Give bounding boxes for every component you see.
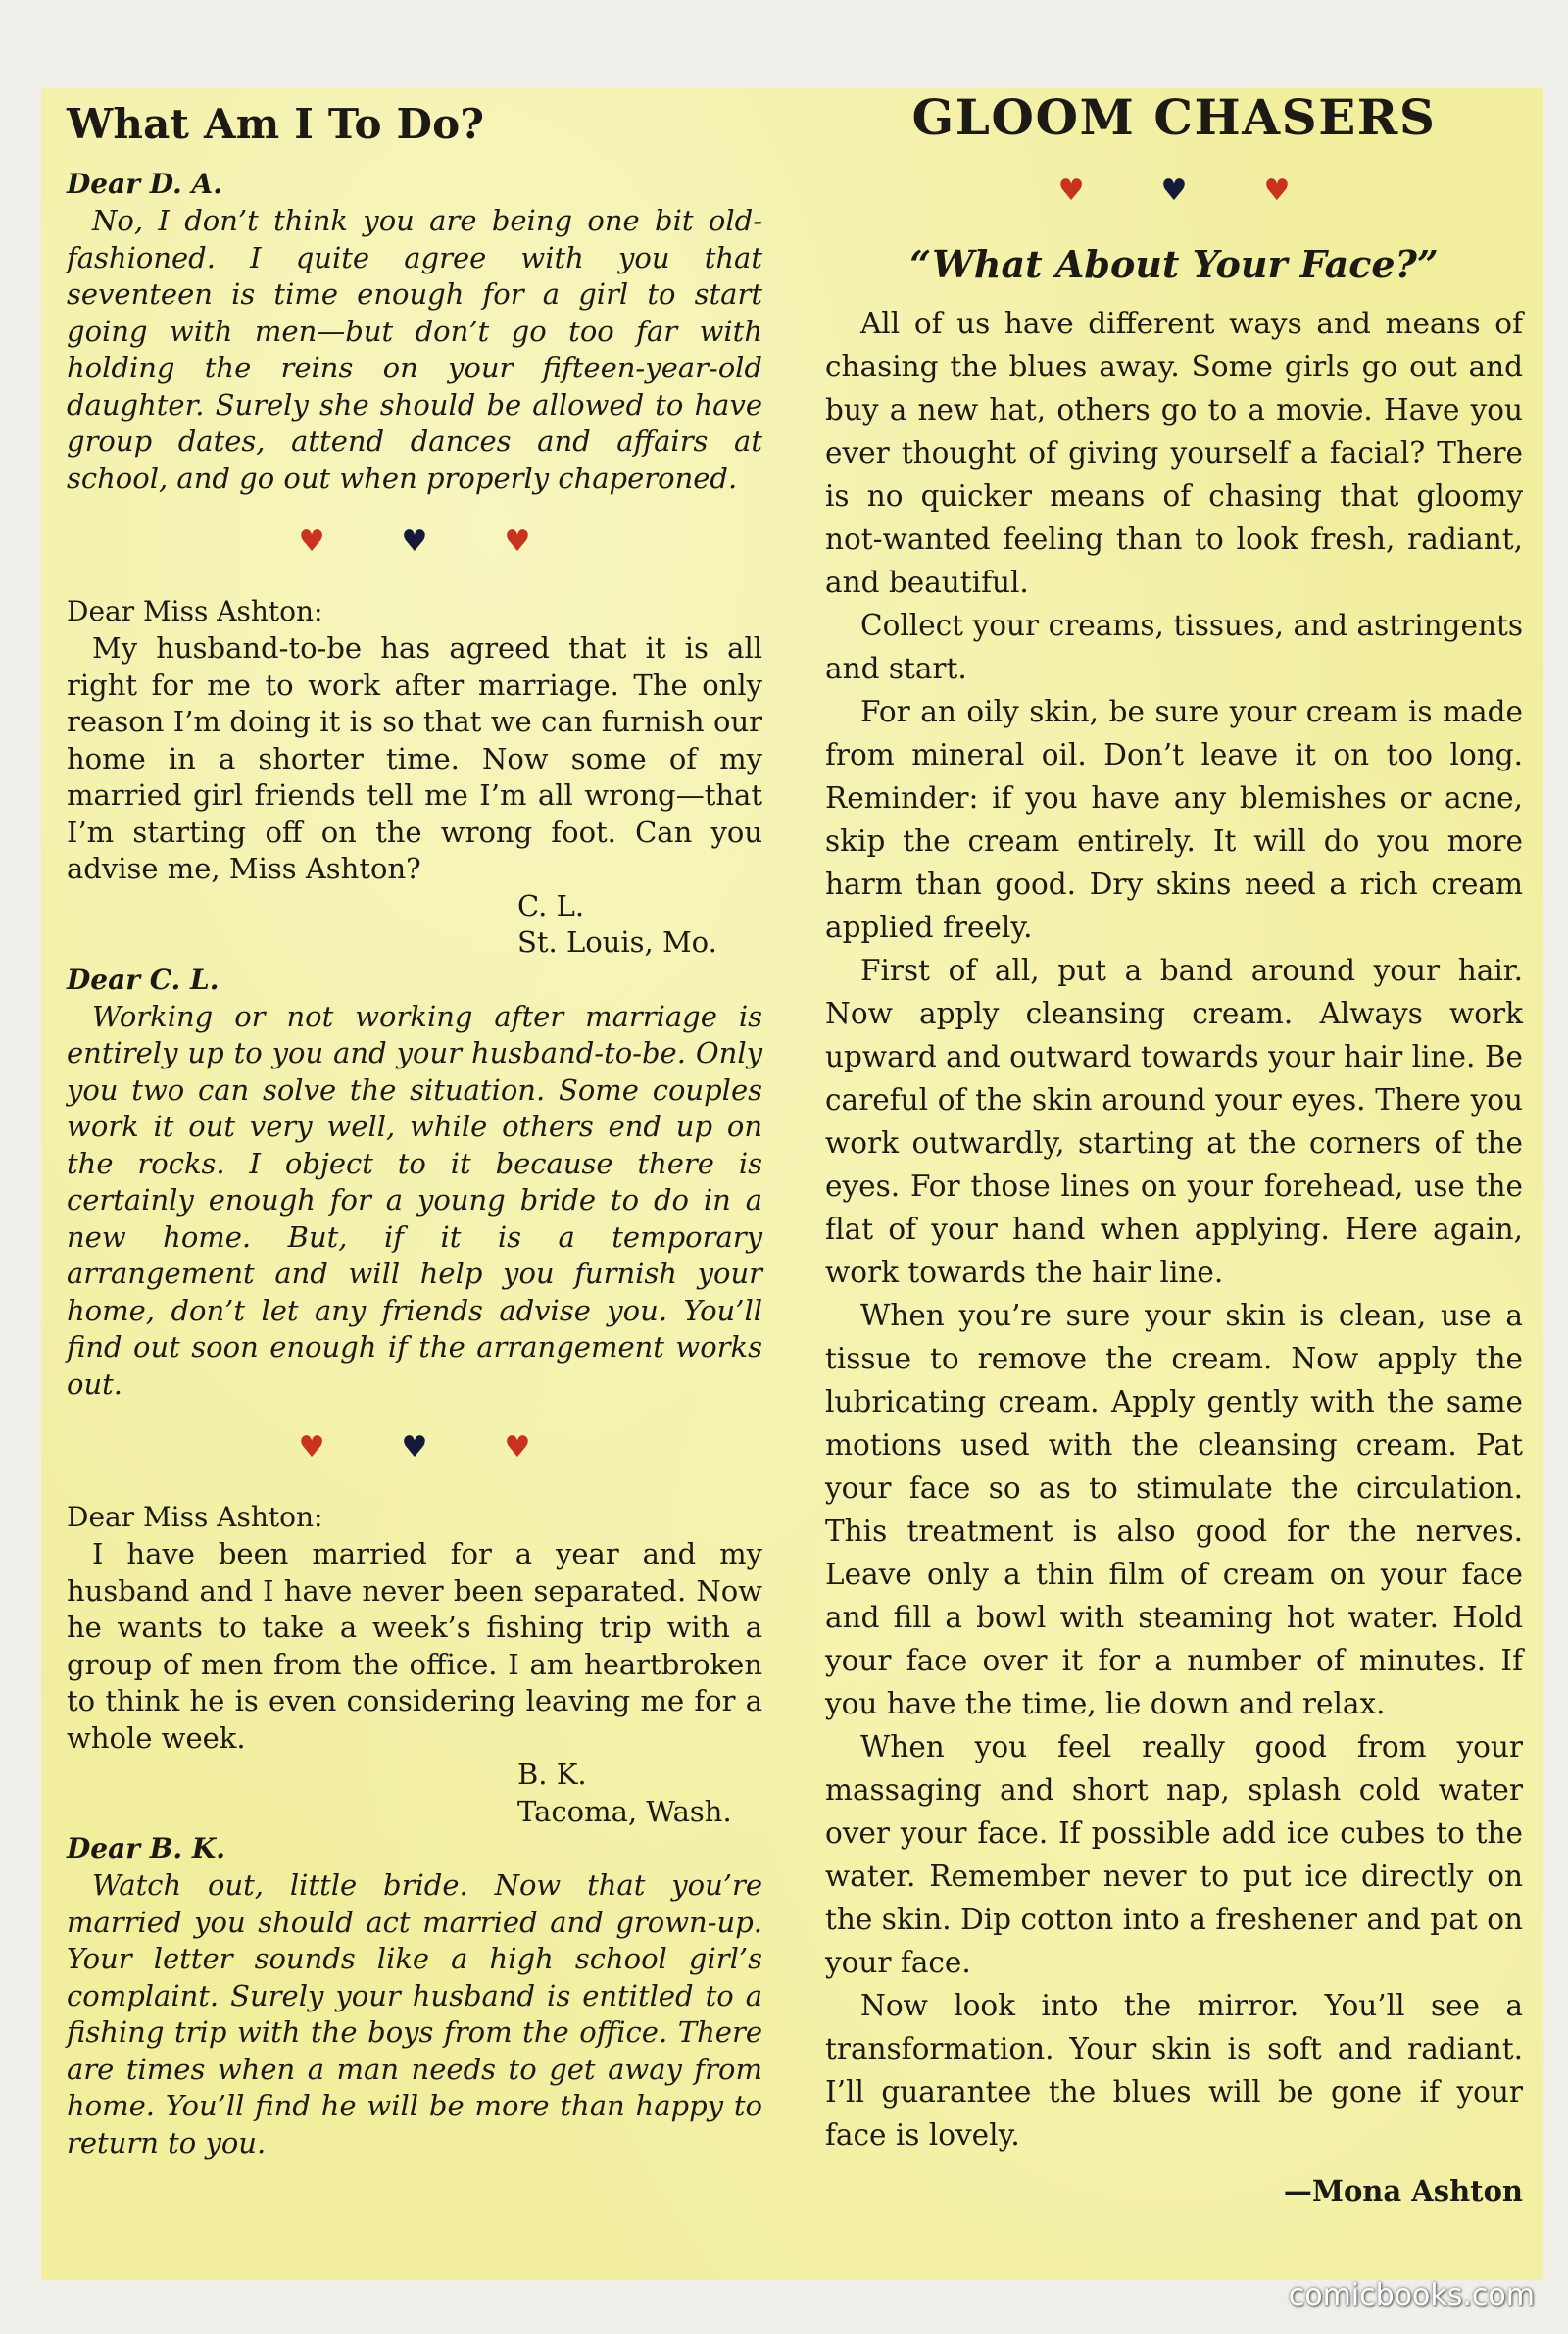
article-paragraph: When you feel really good from your massaging and short nap, splash cold water over your face. If possible add ice cubes to the water. Remember never to put ice directly on the skin. Dip cotton into a freshener and pat on your face. [825,1730,1523,1979]
heart-icon: ♥ [401,524,428,559]
site-watermark: comicbooks.com [1288,2278,1535,2312]
heart-divider [825,174,1523,209]
heart-icon: ♥ [504,1430,531,1465]
heart-divider [67,1430,762,1465]
article-paragraph: Now look into the mirror. You’ll see a transformation. Your skin is soft and radiant. I’ll guarantee the blues will be gone if your face is lovely. [825,1989,1523,2152]
heart-icon: ♥ [298,1430,325,1465]
letter-body: I have been married for a year and my husband and I have never been separated. Now he wants to take a week’s fishing trip with a group of men from the office. I am heartbroken to think he is even considering leaving me for a whole week. [67,1537,762,1755]
article-title: “What About Your Face?” [909,242,1439,286]
letter-block-2 [67,593,762,962]
author-byline: —Mona Ashton [1283,2174,1523,2208]
heart-icon: ♥ [1263,174,1291,208]
heart-icon: ♥ [1057,174,1085,208]
heart-icon: ♥ [504,524,531,559]
article-paragraph: When you’re sure your skin is clean, use a tissue to remove the cream. Now apply the lubricating cream. Apply gently with the same motions used with the cleansing cream. Pat your face so as to stimulate the circulation. This treatment is also good for the nerves. Leave only a thin film of cream on your face and fill a bowl with steaming hot water. Hold your face over it for a number of minutes. If you have the time, lie down and relax. [825,1299,1523,1720]
article-paragraph: For an oily skin, be sure your cream is made from mineral oil. Don’t leave it on too long. Reminder: if you have any blemishes or acne, skip the cream entirely. It will do you more harm than good. Dry skins need a rich cream applied freely. [825,695,1523,944]
article-paragraph: First of all, put a band around your hair. Now apply cleansing cream. Always work upward and outward towards your hair line. Be careful of the skin around your eyes. There you work outwardly, starting at the corners of the eyes. For those lines on your forehead, use the flat of your hand when applying. Here again, work towards the hair line. [825,954,1523,1289]
heart-icon: ♥ [1160,174,1188,208]
salutation: Dear C. L. [67,963,220,996]
heart-icon: ♥ [298,524,325,559]
gloom-chasers-title: GLOOM CHASERS [911,88,1437,146]
reply-body: Working or not working after marriage is entirely up to you and your husband-to-be. Only you two can solve the situation. Some couples work it out very well, while others end up on the rocks. I object to it because there is certainly enough for a young bride to do in a new home. But, if it is a temporary arrangement and will help you furnish your home, don’t let any friends advise you. You’ll find out soon enough if the arrangement works out. [67,999,762,1401]
signature-initials: B. K. [517,1758,587,1791]
reply-body: Watch out, little bride. Now that you’re married you should act married and grown-up. Your letter sounds like a high school girl’s complaint. Surely your husband is entitled to a fishing trip with the boys from the office. There are times when a man needs to get away from home. You’ll find he will be more than happy to return to you. [67,1868,762,2160]
letter-block-4 [67,1499,762,1830]
signature-location: St. Louis, Mo. [517,925,717,959]
heart-divider [67,524,762,560]
gloom-chasers-column [825,88,1523,2208]
salutation: Dear B. K. [67,1832,225,1864]
salutation: Dear Miss Ashton: [67,1501,323,1533]
salutation: Dear D. A. [67,168,222,200]
letter-block-5 [67,1830,762,2161]
reply-body: No, I don’t think you are being one bit old-fashioned. I quite agree with you that seventeen is time enough for a girl to start going with men—but don’t go too far with holding the reins on your fifteen-year-old daughter. Surely she should be allowed to have group dates, attend dances and affairs at school, and go out when properly chaperoned. [67,204,762,495]
letter-block-1 [67,166,762,497]
signature-location: Tacoma, Wash. [517,1794,732,1828]
article-paragraph: All of us have different ways and means of chasing the blues away. Some girls go out and buy a new hat, others go to a movie. Have you ever thought of giving yourself a facial? There is no quicker means of chasing that gloomy not-wanted feeling than to look fresh, radiant, and beautiful. [825,307,1523,599]
heart-icon: ♥ [401,1430,428,1465]
letter-block-3 [67,962,762,1404]
salutation: Dear Miss Ashton: [67,595,323,627]
article-paragraph: Collect your creams, tissues, and astringents and start. [825,609,1523,685]
magazine-page [41,88,1543,2280]
advice-column [67,100,762,2161]
advice-column-title: What Am I To Do? [67,100,485,148]
letter-body: My husband-to-be has agreed that it is all right for me to work after marriage. The only reason I’m doing it is so that we can furnish our home in a shorter time. Now some of my married girl friends tell me I’m all wrong—that I’m starting off on the wrong foot. Can you advise me, Miss Ashton? [67,631,762,885]
signature-initials: C. L. [517,888,585,922]
